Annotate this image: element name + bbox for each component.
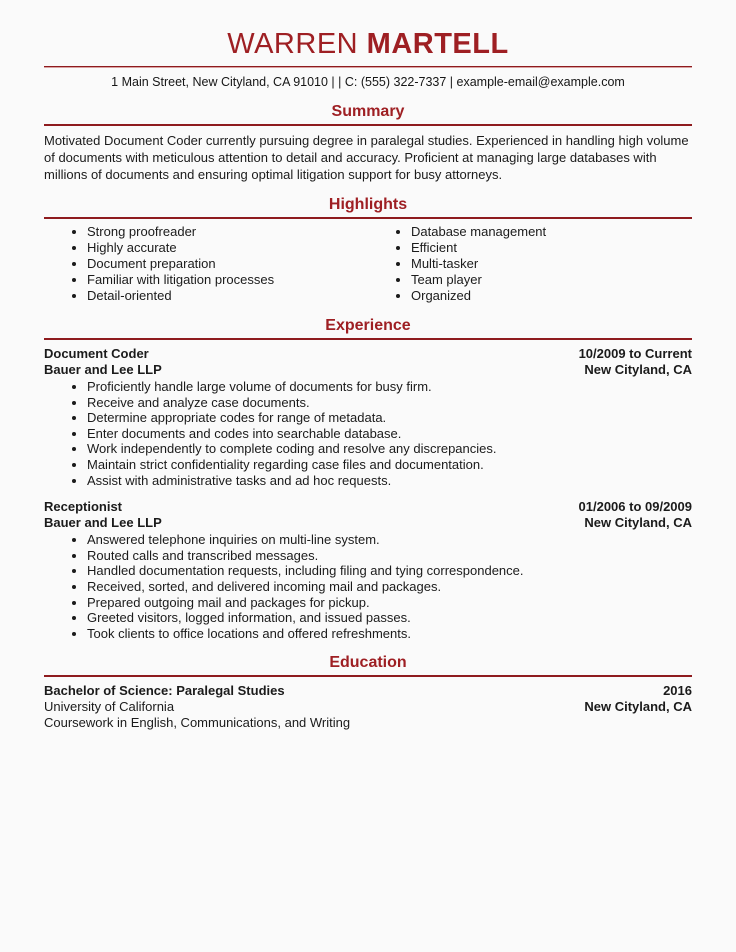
education-entry (44, 683, 692, 731)
highlight-item: • Detail-oriented (87, 288, 368, 304)
education-location: New Cityland, CA (584, 699, 692, 715)
job-entry-document-coder (44, 346, 692, 488)
job-duties-list (44, 379, 692, 488)
person-first-name: WARREN (227, 28, 359, 60)
job-duty: • Enter documents and codes into searchable database. (87, 426, 692, 442)
summary-section-title: Summary (331, 103, 405, 120)
job-duty: • Answered telephone inquiries on multi-line system. (87, 532, 692, 548)
section-highlights (44, 195, 692, 304)
experience-section-divider (44, 338, 692, 340)
experience-section-title: Experience (325, 317, 411, 334)
highlight-item: • Strong proofreader (87, 224, 368, 240)
job-duty: • Proficiently handle large volume of documents for busy firm. (87, 379, 692, 395)
header-divider (44, 66, 692, 68)
highlight-item: • Efficient (411, 240, 692, 256)
job-duty: • Routed calls and transcribed messages. (87, 548, 692, 564)
job-employer: Bauer and Lee LLP (44, 514, 162, 530)
highlight-item: • Multi-tasker (411, 256, 692, 272)
job-duty: • Assist with administrative tasks and ad hoc requests. (87, 473, 692, 489)
education-coursework: Coursework in English, Communications, and Writing (44, 715, 351, 731)
highlight-item: • Database management (411, 224, 692, 240)
job-duty: • Took clients to office locations and offered refreshments. (87, 626, 692, 642)
highlight-item: • Document preparation (87, 256, 368, 272)
education-section-title: Education (329, 654, 407, 672)
education-school-row (44, 699, 692, 715)
job-title-row (44, 346, 692, 362)
section-education (44, 653, 692, 731)
job-location: New Cityland, CA (584, 361, 692, 377)
job-employer: Bauer and Lee LLP (44, 361, 162, 377)
person-name (44, 28, 692, 60)
section-summary (44, 102, 692, 183)
job-dates: 01/2006 to 09/2009 (578, 499, 692, 515)
section-experience (44, 316, 692, 641)
highlight-item: • Familiar with litigation processes (87, 272, 368, 288)
job-title: Receptionist (44, 499, 123, 515)
highlights-column-left (44, 224, 368, 304)
job-duty: • Prepared outgoing mail and packages for pickup. (87, 595, 692, 611)
education-degree-row (44, 683, 692, 699)
job-employer-row (44, 515, 692, 531)
person-last-name: MARTELL (366, 28, 509, 60)
summary-section-divider (44, 124, 692, 126)
education-year: 2016 (663, 683, 692, 699)
job-title: Document Coder (44, 346, 149, 361)
job-duties-list (44, 532, 692, 641)
job-duty: • Receive and analyze case documents. (87, 395, 692, 411)
highlights-section-title: Highlights (328, 196, 408, 213)
education-school: University of California (44, 699, 175, 715)
job-duty: • Received, sorted, and delivered incoming mail and packages. (87, 579, 692, 595)
highlights-columns (44, 224, 692, 304)
job-employer-row (44, 362, 692, 378)
education-section-divider (44, 675, 692, 677)
highlight-item: • Highly accurate (87, 240, 368, 256)
job-duty: • Determine appropriate codes for range of metadata. (87, 410, 692, 426)
highlights-list-right (368, 224, 692, 304)
education-degree: Bachelor of Science: Paralegal Studies (44, 683, 285, 699)
contact-line: 1 Main Street, New Cityland, CA 91010 | | C: (555) 322-7337 | example-email@example.com (111, 75, 625, 89)
job-entry-receptionist (44, 499, 692, 641)
job-duty: • Maintain strict confidentiality regarding case files and documentation. (87, 457, 692, 473)
job-title-row (44, 499, 692, 515)
job-duty: • Work independently to complete coding and resolve any discrepancies. (87, 441, 692, 457)
highlight-item: • Organized (411, 288, 692, 304)
summary-text: Motivated Document Coder currently pursuing degree in paralegal studies. Experienced in handling high volume of documents with meticulous attention to detail and accuracy. Proficient at managing large databases with millions of documents and ensuring optimal litigation support for busy attorneys. (44, 133, 689, 182)
highlights-column-right (368, 224, 692, 304)
job-location: New Cityland, CA (584, 514, 692, 530)
job-duty: • Handled documentation requests, including filing and tying correspondence. (87, 563, 692, 579)
name-space (358, 28, 367, 60)
highlights-section-divider (44, 217, 692, 219)
job-dates: 10/2009 to Current (578, 346, 692, 361)
education-coursework-row (44, 715, 692, 731)
highlights-list-left (44, 224, 368, 304)
highlight-item: • Team player (411, 272, 692, 288)
job-duty: • Greeted visitors, logged information, and issued passes. (87, 610, 692, 626)
